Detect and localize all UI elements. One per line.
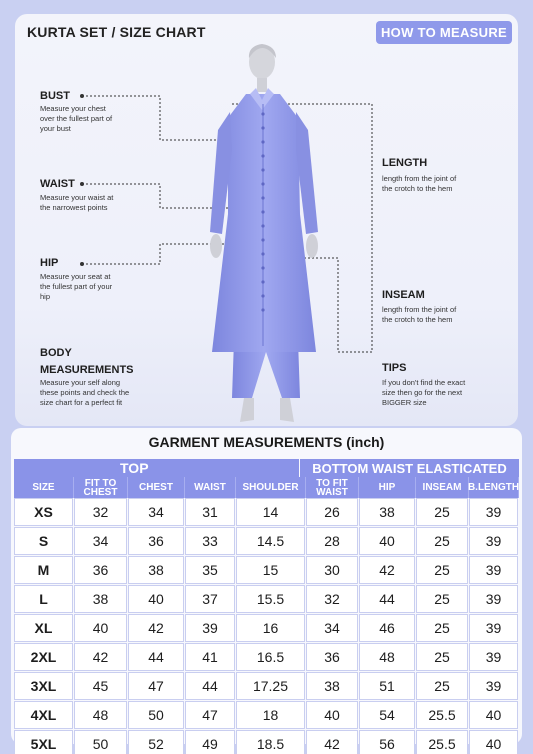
bust-label: BUST [40, 90, 70, 102]
size-cell: XL [14, 614, 73, 642]
value-cell-hip: 38 [359, 498, 415, 526]
value-cell-chest: 42 [128, 614, 184, 642]
value-cell-waist: 31 [185, 498, 235, 526]
inseam-description: length from the joint of the crotch to the hem [382, 305, 457, 324]
column-header-hip: HIP [359, 477, 416, 498]
value-cell-shoulder: 14.5 [236, 527, 305, 555]
table-row [14, 556, 519, 585]
table-row [14, 672, 519, 701]
value-cell-b-length: 40 [469, 701, 518, 729]
value-cell-waist: 35 [185, 556, 235, 584]
value-cell-waist: 44 [185, 672, 235, 700]
value-cell-shoulder: 15 [236, 556, 305, 584]
value-cell-inseam: 25 [416, 498, 468, 526]
value-cell-to-fit-waist: 38 [306, 672, 358, 700]
value-cell-fit-to-chest: 36 [74, 556, 127, 584]
value-cell-inseam: 25.5 [416, 701, 468, 729]
table-row [14, 527, 519, 556]
value-cell-inseam: 25 [416, 614, 468, 642]
size-cell: M [14, 556, 73, 584]
value-cell-hip: 42 [359, 556, 415, 584]
hip-label: HIP [40, 257, 59, 269]
value-cell-b-length: 39 [469, 614, 518, 642]
column-header-shoulder: SHOULDER [236, 477, 306, 498]
hip-description: Measure your seat at the fullest part of your hip [40, 272, 113, 301]
value-cell-chest: 47 [128, 672, 184, 700]
value-cell-hip: 48 [359, 643, 415, 671]
value-cell-to-fit-waist: 36 [306, 643, 358, 671]
value-cell-waist: 39 [185, 614, 235, 642]
value-cell-chest: 52 [128, 730, 184, 754]
value-cell-fit-to-chest: 40 [74, 614, 127, 642]
value-cell-shoulder: 18 [236, 701, 305, 729]
size-cell: 3XL [14, 672, 73, 700]
size-cell: 5XL [14, 730, 73, 754]
value-cell-b-length: 40 [469, 730, 518, 754]
value-cell-shoulder: 18.5 [236, 730, 305, 754]
size-table-body [14, 498, 519, 754]
value-cell-to-fit-waist: 34 [306, 614, 358, 642]
value-cell-b-length: 39 [469, 498, 518, 526]
value-cell-waist: 49 [185, 730, 235, 754]
tips-description: If you don't find the exact size then go for the next BIGGER size [382, 378, 466, 407]
value-cell-shoulder: 16.5 [236, 643, 305, 671]
table-row [14, 643, 519, 672]
value-cell-hip: 51 [359, 672, 415, 700]
value-cell-b-length: 39 [469, 556, 518, 584]
bottom-group-header: BOTTOM WAIST ELASTICATED [300, 459, 519, 477]
body-measurements-label: BODY MEASUREMENTS [40, 347, 134, 376]
top-group-header: TOP [14, 459, 299, 477]
length-label: LENGTH [382, 157, 428, 169]
value-cell-hip: 54 [359, 701, 415, 729]
column-header-waist: WAIST [185, 477, 236, 498]
value-cell-chest: 34 [128, 498, 184, 526]
page-title: KURTA SET / SIZE CHART [27, 24, 206, 40]
value-cell-fit-to-chest: 50 [74, 730, 127, 754]
waist-label: WAIST [40, 178, 75, 190]
value-cell-to-fit-waist: 32 [306, 585, 358, 613]
size-cell: XS [14, 498, 73, 526]
column-header-inseam: INSEAM [416, 477, 469, 498]
value-cell-shoulder: 14 [236, 498, 305, 526]
waist-description: Measure your waist at the narrowest points [40, 193, 114, 212]
bust-description: Measure your chest over the fullest part of your bust [40, 104, 113, 133]
column-header-b-length: B.LENGTH [469, 477, 519, 498]
body-measurements-description: Measure your self along these points and check the size chart for a perfect fit [40, 378, 130, 407]
value-cell-inseam: 25 [416, 556, 468, 584]
table-row [14, 498, 519, 527]
value-cell-waist: 33 [185, 527, 235, 555]
table-title: GARMENT MEASUREMENTS (inch) [148, 434, 385, 450]
value-cell-b-length: 39 [469, 672, 518, 700]
value-cell-hip: 44 [359, 585, 415, 613]
value-cell-chest: 40 [128, 585, 184, 613]
column-header-to-fit-waist: TO FIT WAIST [306, 477, 359, 498]
value-cell-waist: 41 [185, 643, 235, 671]
size-cell: S [14, 527, 73, 555]
value-cell-shoulder: 15.5 [236, 585, 305, 613]
value-cell-chest: 38 [128, 556, 184, 584]
value-cell-hip: 56 [359, 730, 415, 754]
how-to-measure-button[interactable]: HOW TO MEASURE [376, 21, 512, 44]
table-row [14, 730, 519, 754]
value-cell-to-fit-waist: 40 [306, 701, 358, 729]
value-cell-inseam: 25 [416, 585, 468, 613]
table-header-row [14, 477, 519, 498]
table-row [14, 585, 519, 614]
column-header-fit-to-chest: FIT TO CHEST [74, 477, 128, 498]
inseam-label: INSEAM [382, 289, 425, 301]
value-cell-hip: 40 [359, 527, 415, 555]
value-cell-to-fit-waist: 42 [306, 730, 358, 754]
value-cell-to-fit-waist: 28 [306, 527, 358, 555]
value-cell-inseam: 25 [416, 527, 468, 555]
value-cell-b-length: 39 [469, 643, 518, 671]
length-description: length from the joint of the crotch to the hem [382, 174, 457, 193]
value-cell-b-length: 39 [469, 585, 518, 613]
value-cell-chest: 44 [128, 643, 184, 671]
column-header-chest: CHEST [128, 477, 185, 498]
size-cell: 2XL [14, 643, 73, 671]
column-header-size: SIZE [14, 477, 74, 498]
value-cell-inseam: 25.5 [416, 730, 468, 754]
value-cell-hip: 46 [359, 614, 415, 642]
value-cell-fit-to-chest: 38 [74, 585, 127, 613]
value-cell-waist: 37 [185, 585, 235, 613]
value-cell-fit-to-chest: 48 [74, 701, 127, 729]
tips-label: TIPS [382, 362, 407, 374]
value-cell-waist: 47 [185, 701, 235, 729]
size-cell: L [14, 585, 73, 613]
size-cell: 4XL [14, 701, 73, 729]
value-cell-fit-to-chest: 32 [74, 498, 127, 526]
value-cell-to-fit-waist: 30 [306, 556, 358, 584]
value-cell-inseam: 25 [416, 643, 468, 671]
value-cell-inseam: 25 [416, 672, 468, 700]
value-cell-b-length: 39 [469, 527, 518, 555]
value-cell-to-fit-waist: 26 [306, 498, 358, 526]
value-cell-fit-to-chest: 45 [74, 672, 127, 700]
value-cell-fit-to-chest: 34 [74, 527, 127, 555]
value-cell-fit-to-chest: 42 [74, 643, 127, 671]
table-row [14, 701, 519, 730]
value-cell-chest: 36 [128, 527, 184, 555]
value-cell-chest: 50 [128, 701, 184, 729]
value-cell-shoulder: 17.25 [236, 672, 305, 700]
table-row [14, 614, 519, 643]
value-cell-shoulder: 16 [236, 614, 305, 642]
